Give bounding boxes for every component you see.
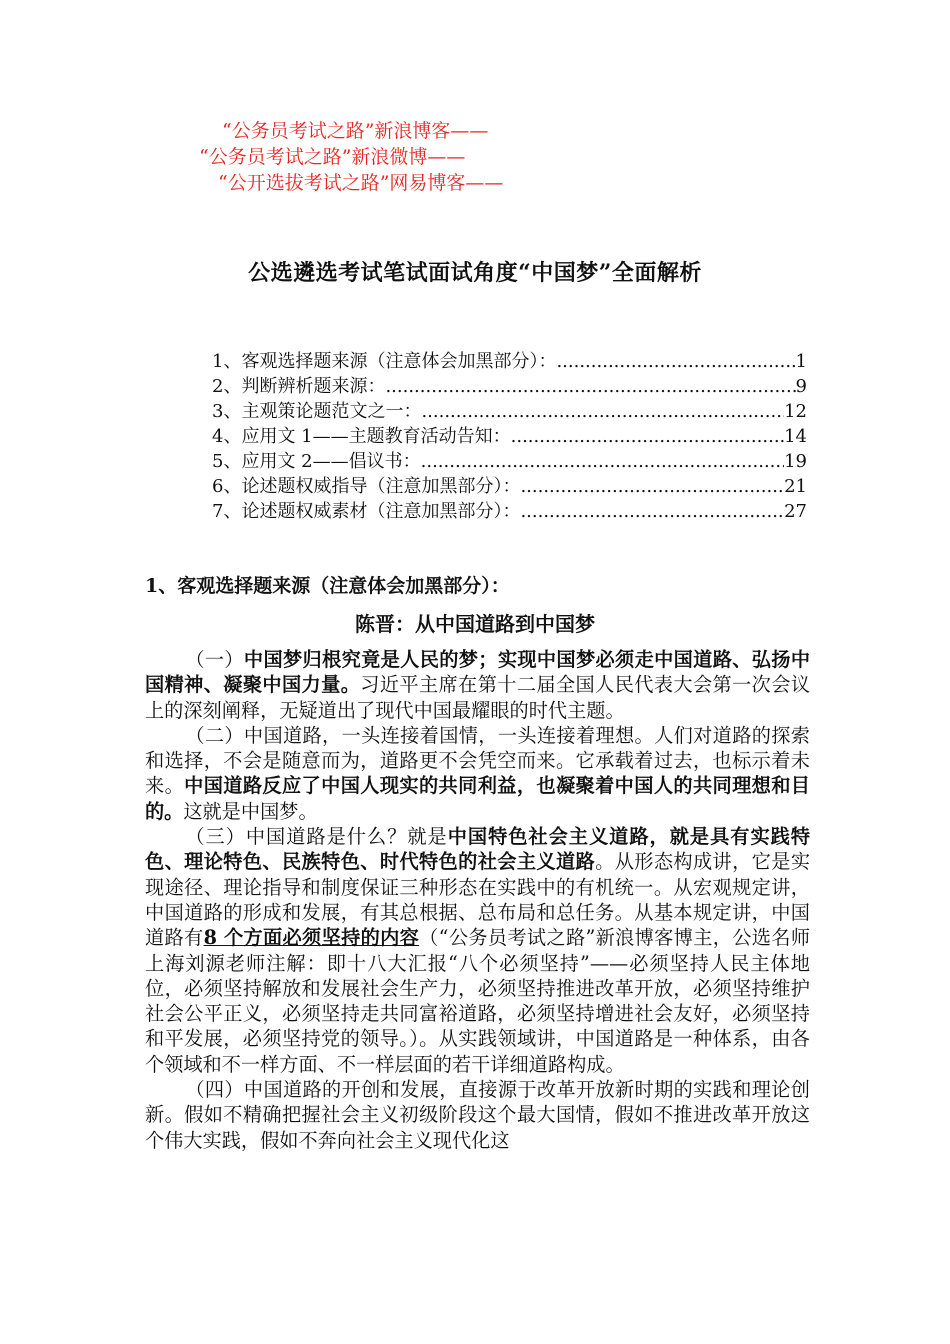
toc-label: 7、论述题权威素材（注意加黑部分）： — [212, 501, 521, 522]
toc-page-number: 9 — [795, 376, 807, 397]
article-title: 陈晋：从中国道路到中国梦 — [355, 612, 595, 636]
toc-label: 4、应用文 1——主题教育活动告知： — [212, 426, 511, 447]
toc-entry[interactable] — [212, 474, 807, 499]
paragraph-text: （“公务员考试之路”新浪博客博主，公选名师上海刘源老师注解：即十八大汇报“八个必须坚持”——必须坚持人民主体地位，必须坚持解放和发展社会生产力，必须坚持推进改革开放，必须坚持维护社会公平正义，必须坚持走共同富裕道路，必须坚持增进社会友好，必须坚持和平发展，必须坚持党的领导。）。从实践领域讲，中国道路是一种体系，由各个领域和不一样方面、不一样层面的若干详细道路构成。 — [145, 926, 811, 1076]
paragraph — [145, 824, 810, 1077]
paragraph-text: （一） — [185, 648, 244, 671]
toc-entry[interactable] — [212, 424, 807, 449]
article-body — [145, 647, 810, 1153]
toc-entry[interactable] — [212, 449, 807, 474]
netease-blog-link[interactable]: “公开选拔考试之路”网易博客—— — [218, 172, 504, 194]
toc-entry[interactable] — [212, 374, 807, 399]
document-title: 公选遴选考试笔试面试角度“中国梦”全面解析 — [248, 260, 702, 286]
toc-entry[interactable] — [212, 499, 807, 524]
toc-leader — [421, 399, 784, 424]
toc-leader — [421, 449, 784, 474]
toc-leader — [520, 474, 784, 499]
paragraph-text: 。从形态构成讲，它是实现途径、理论指导和制度保证三种形态在实践中的有机统一。从宏观规定讲，中国道路的形成和发展，有其总根据、总布局和总任务。从基本规定讲，中国道路有 — [145, 850, 811, 950]
toc-label: 1、客观选择题来源（注意体会加黑部分）： — [212, 351, 557, 372]
toc-page-number: 27 — [784, 501, 807, 522]
toc-page-number: 12 — [784, 401, 807, 422]
toc-entry[interactable] — [212, 349, 807, 374]
toc-label: 3、主观策论题范文之一： — [212, 401, 422, 422]
paragraph-text: （二）中国道路，一头连接着国情，一头连接着理想。人们对道路的探索和选择，不会是随意而为，道路更不会凭空而来。它承载着过去，也标示着未来。 — [145, 723, 810, 798]
toc-label: 6、论述题权威指导（注意加黑部分）： — [212, 476, 521, 497]
section-heading: 1、客观选择题来源（注意体会加黑部分）： — [145, 575, 510, 597]
toc-page-number: 19 — [784, 451, 807, 472]
toc-entry[interactable] — [212, 399, 807, 424]
toc-leader — [511, 424, 784, 449]
toc-label: 2、判断辨析题来源： — [212, 376, 386, 397]
paragraph-text: 这就是中国梦。 — [183, 799, 318, 823]
toc-leader — [556, 349, 795, 374]
bold-text: 中国道路反应了中国人现实的共同利益，也凝聚着中国人的共同理想和目的。 — [145, 774, 810, 823]
paragraph-text: （三）中国道路是什么？就是 — [185, 825, 448, 849]
bold-text: 中国特色社会主义道路，就是具有实践特色、理论特色、民族特色、时代特色的社会主义道路 — [145, 825, 811, 874]
sina-blog-link[interactable]: “公务员考试之路”新浪博客—— — [222, 120, 489, 142]
bold-text: 中国梦归根究竟是人民的梦；实现中国梦必须走中国道路、弘扬中国精神、凝聚中国力量。 — [145, 648, 811, 697]
paragraph-text: （四）中国道路的开创和发展，直接源于改革开放新时期的实践和理论创新。假如不精确把握社会主义初级阶段这个最大国情，假如不推进改革开放这个伟大实践，假如不奔向社会主义现代化这 — [145, 1078, 810, 1152]
underlined-bold-text: 8 个方面必须坚持的内容 — [203, 926, 420, 950]
paragraph-text: 习近平主席在第十二届全国人民代表大会第一次会议上的深刻阐释，无疑道出了现代中国最耀眼的时代主题。 — [145, 673, 811, 722]
sina-weibo-link[interactable]: “公务员考试之路”新浪微博—— — [199, 146, 466, 168]
table-of-contents — [212, 349, 807, 524]
paragraph — [145, 1077, 810, 1153]
toc-page-number: 21 — [784, 476, 807, 497]
paragraph — [145, 647, 810, 723]
toc-label: 5、应用文 2——倡议书： — [212, 451, 421, 472]
paragraph — [145, 723, 810, 824]
toc-page-number: 14 — [784, 426, 807, 447]
toc-page-number: 1 — [795, 351, 807, 372]
toc-leader — [385, 374, 795, 399]
toc-leader — [520, 499, 784, 524]
